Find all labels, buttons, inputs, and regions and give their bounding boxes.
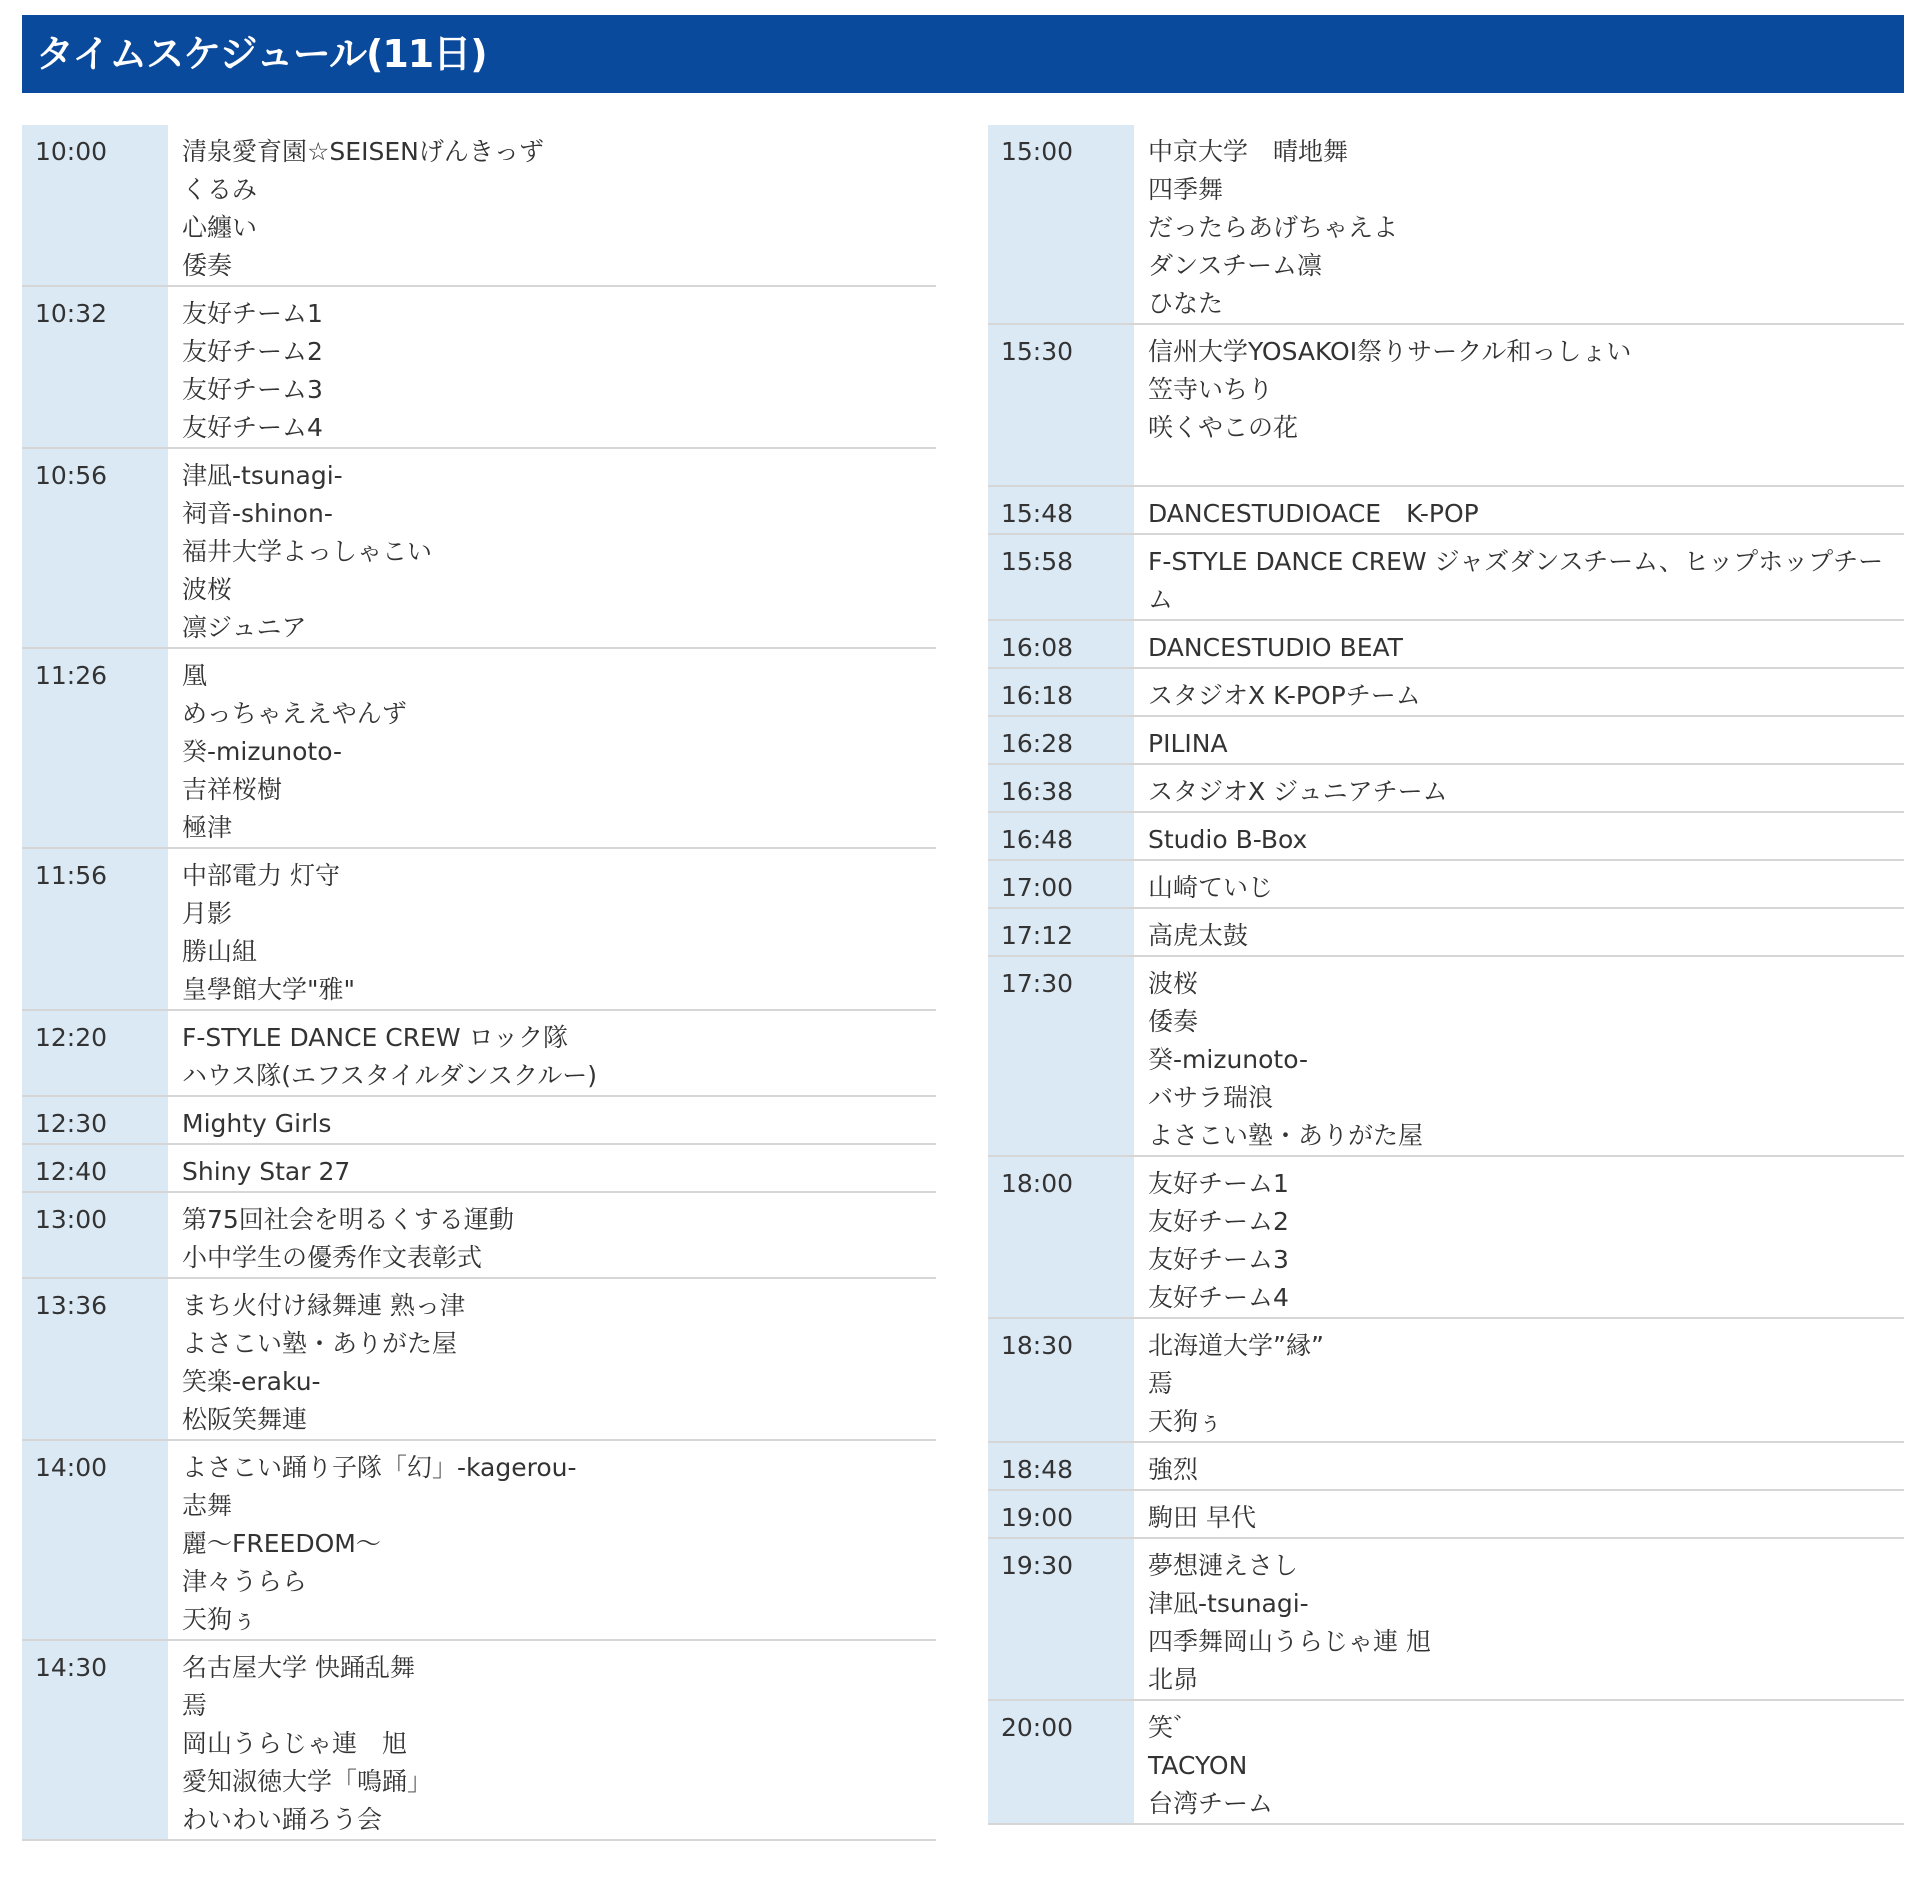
- performer-name: 麗～FREEDOM～: [182, 1529, 381, 1558]
- time-cell: 12:30: [22, 1097, 168, 1143]
- performers-cell: [1134, 813, 1904, 859]
- performers-cell: [1134, 1443, 1904, 1489]
- performer-name: スタジオX ジュニアチーム: [1148, 777, 1448, 806]
- performer-name: 台湾チーム: [1148, 1789, 1274, 1818]
- performer-name: 波桜: [182, 575, 233, 604]
- performer-name: 倭奏: [182, 251, 233, 280]
- time-cell: 18:00: [988, 1157, 1134, 1317]
- performer-name: よさこい塾・ありがた屋: [1148, 1121, 1424, 1150]
- performers-cell: [168, 1193, 936, 1277]
- performer-name: 北海道大学”縁”: [1148, 1331, 1324, 1360]
- performer-name: 津凪-tsunagi-: [182, 461, 343, 490]
- time-cell: 13:00: [22, 1193, 168, 1277]
- time-cell: 16:28: [988, 717, 1134, 763]
- performer-name: 中京大学 晴地舞: [1148, 137, 1349, 166]
- schedule-row: [988, 1539, 1904, 1701]
- performer-name: 第75回社会を明るくする運動: [182, 1205, 514, 1234]
- performer-name: 強烈: [1148, 1455, 1199, 1484]
- performer-name: ひなた: [1148, 289, 1224, 318]
- time-cell: 16:38: [988, 765, 1134, 811]
- schedule-left-column: [22, 125, 936, 1841]
- performers-cell: [1134, 1157, 1904, 1317]
- performer-name: 祠音-shinon-: [182, 499, 333, 528]
- performer-name: 心纏い: [182, 213, 258, 242]
- time-cell: 10:00: [22, 125, 168, 285]
- performer-name: 笠寺いちり: [1148, 375, 1274, 404]
- performers-cell: [168, 1011, 936, 1095]
- time-cell: 17:30: [988, 957, 1134, 1155]
- performer-name: 月影: [182, 899, 233, 928]
- time-cell: 13:36: [22, 1279, 168, 1439]
- performer-name: バサラ瑞浪: [1148, 1083, 1274, 1112]
- performers-cell: [168, 449, 936, 647]
- time-cell: 15:30: [988, 325, 1134, 485]
- schedule-row: [988, 325, 1904, 487]
- schedule-row: [22, 849, 936, 1011]
- time-cell: 15:00: [988, 125, 1134, 323]
- performer-name: Shiny Star 27: [182, 1157, 351, 1186]
- schedule-row: [988, 621, 1904, 669]
- performer-name: 皇學館大学"雅": [182, 975, 355, 1004]
- performer-name: 焉: [182, 1691, 208, 1720]
- schedule-row: [22, 1193, 936, 1279]
- time-cell: 19:30: [988, 1539, 1134, 1699]
- performer-name: 咲くやこの花: [1148, 413, 1299, 442]
- schedule-row: [22, 1641, 936, 1841]
- schedule-row: [22, 449, 936, 649]
- schedule-row: [988, 1701, 1904, 1825]
- performer-name: F-STYLE DANCE CREW ロック隊: [182, 1023, 569, 1052]
- schedule-row: [988, 669, 1904, 717]
- performer-name: 友好チーム2: [182, 337, 323, 366]
- performers-cell: [168, 849, 936, 1009]
- schedule-row: [22, 1145, 936, 1193]
- performer-name: 天狗ぅ: [1148, 1407, 1224, 1436]
- schedule-row: [988, 957, 1904, 1157]
- schedule-row: [988, 1157, 1904, 1319]
- performer-name: 焉: [1148, 1369, 1174, 1398]
- performers-cell: [1134, 125, 1904, 323]
- time-cell: 11:26: [22, 649, 168, 847]
- time-cell: 20:00: [988, 1701, 1134, 1823]
- performer-name: PILINA: [1148, 729, 1228, 758]
- performer-name: 高虎太鼓: [1148, 921, 1249, 950]
- schedule-row: [988, 1443, 1904, 1491]
- performer-name: 吉祥桜樹: [182, 775, 283, 804]
- schedule-row: [988, 1491, 1904, 1539]
- performer-name: [1148, 447, 1894, 485]
- performers-cell: [168, 1279, 936, 1439]
- performers-cell: [1134, 1319, 1904, 1441]
- schedule-row: [22, 1441, 936, 1641]
- time-cell: 12:40: [22, 1145, 168, 1191]
- schedule-row: [22, 125, 936, 287]
- performer-name: 中部電力 灯守: [182, 861, 340, 890]
- time-cell: 19:00: [988, 1491, 1134, 1537]
- time-cell: 15:58: [988, 535, 1134, 619]
- performers-cell: [168, 287, 936, 447]
- time-cell: 18:48: [988, 1443, 1134, 1489]
- time-cell: 14:00: [22, 1441, 168, 1639]
- time-cell: 14:30: [22, 1641, 168, 1839]
- performer-name: まち火付け縁舞連 熟っ津: [182, 1291, 465, 1320]
- performer-name: Studio B-Box: [1148, 825, 1308, 854]
- performer-name: 友好チーム3: [182, 375, 323, 404]
- performer-name: 凰: [182, 661, 208, 690]
- time-cell: 16:18: [988, 669, 1134, 715]
- performer-name: 笑゛: [1148, 1713, 1199, 1742]
- time-cell: 10:56: [22, 449, 168, 647]
- schedule-row: [22, 649, 936, 849]
- schedule-right-column: [988, 125, 1904, 1825]
- performer-name: ダンスチーム凛: [1148, 251, 1323, 280]
- performer-name: 四季舞: [1148, 175, 1224, 204]
- performer-name: わいわい踊ろう会: [182, 1805, 383, 1834]
- schedule-row: [22, 1011, 936, 1097]
- schedule-row: [988, 535, 1904, 621]
- schedule-row: [22, 1097, 936, 1145]
- performers-cell: [1134, 487, 1904, 533]
- performers-cell: [1134, 1701, 1904, 1823]
- performer-name: 小中学生の優秀作文表彰式: [182, 1243, 483, 1272]
- performer-name: 癸-mizunoto-: [182, 737, 343, 766]
- schedule-row: [988, 125, 1904, 325]
- performer-name: 福井大学よっしゃこい: [182, 537, 433, 566]
- performer-name: 信州大学YOSAKOI祭りサークル和っしょい: [1148, 337, 1632, 366]
- performers-cell: [1134, 1491, 1904, 1537]
- time-cell: 18:30: [988, 1319, 1134, 1441]
- performer-name: 北昴: [1148, 1665, 1199, 1694]
- performers-cell: [1134, 1539, 1904, 1699]
- performer-name: F-STYLE DANCE CREW ジャズダンスチーム、ヒップホップチーム: [1148, 547, 1884, 614]
- performer-name: 凛ジュニア: [182, 613, 307, 642]
- time-cell: 12:20: [22, 1011, 168, 1095]
- performers-cell: [168, 1641, 936, 1839]
- performer-name: 友好チーム1: [182, 299, 323, 328]
- performer-name: Mighty Girls: [182, 1109, 332, 1138]
- schedule-row: [22, 1279, 936, 1441]
- performer-name: よさこい塾・ありがた屋: [182, 1329, 458, 1358]
- performer-name: 愛知淑徳大学「鳴踊」: [182, 1767, 433, 1796]
- performers-cell: [1134, 669, 1904, 715]
- performer-name: 癸-mizunoto-: [1148, 1045, 1309, 1074]
- performers-cell: [1134, 535, 1904, 619]
- performer-name: DANCESTUDIOACE K-POP: [1148, 499, 1479, 528]
- performer-name: 清泉愛育園☆SEISENげんきっず: [182, 137, 544, 166]
- time-cell: 16:48: [988, 813, 1134, 859]
- performer-name: 津凪-tsunagi-: [1148, 1589, 1309, 1618]
- schedule-row: [988, 717, 1904, 765]
- performer-name: 勝山組: [182, 937, 258, 966]
- performer-name: 友好チーム1: [1148, 1169, 1289, 1198]
- schedule-row: [988, 813, 1904, 861]
- performer-name: だったらあげちゃえよ: [1148, 213, 1399, 242]
- schedule-row: [22, 287, 936, 449]
- time-cell: 17:12: [988, 909, 1134, 955]
- performer-name: スタジオX K-POPチーム: [1148, 681, 1421, 710]
- performer-name: TACYON: [1148, 1751, 1248, 1780]
- schedule-row: [988, 909, 1904, 957]
- performer-name: 倭奏: [1148, 1007, 1199, 1036]
- performers-cell: [168, 125, 936, 285]
- page-title: タイムスケジュール(11日): [36, 32, 487, 76]
- schedule-header: [22, 15, 1904, 93]
- performers-cell: [168, 649, 936, 847]
- performer-name: 友好チーム4: [182, 413, 323, 442]
- time-cell: 16:08: [988, 621, 1134, 667]
- time-cell: 17:00: [988, 861, 1134, 907]
- performer-name: 駒田 早代: [1148, 1503, 1256, 1532]
- performers-cell: [1134, 621, 1904, 667]
- performers-cell: [1134, 325, 1904, 485]
- performer-name: 夢想漣えさし: [1148, 1551, 1299, 1580]
- performer-name: 四季舞岡山うらじゃ連 旭: [1148, 1627, 1431, 1656]
- performer-name: 友好チーム3: [1148, 1245, 1289, 1274]
- performer-name: 友好チーム4: [1148, 1283, 1289, 1312]
- performer-name: 極津: [182, 813, 233, 842]
- performers-cell: [1134, 957, 1904, 1155]
- performer-name: DANCESTUDIO BEAT: [1148, 633, 1403, 662]
- performers-cell: [168, 1441, 936, 1639]
- performer-name: 岡山うらじゃ連 旭: [182, 1729, 408, 1758]
- performer-name: よさこい踊り子隊「幻」-kagerou-: [182, 1453, 577, 1482]
- time-cell: 11:56: [22, 849, 168, 1009]
- performer-name: ハウス隊(エフスタイルダンスクルー): [182, 1061, 598, 1090]
- performers-cell: [1134, 909, 1904, 955]
- performer-name: 山崎ていじ: [1148, 873, 1274, 902]
- performers-cell: [1134, 717, 1904, 763]
- performer-name: 志舞: [182, 1491, 233, 1520]
- schedule-row: [988, 487, 1904, 535]
- schedule-row: [988, 1319, 1904, 1443]
- performer-name: 笑楽-eraku-: [182, 1367, 321, 1396]
- schedule-row: [988, 765, 1904, 813]
- performers-cell: [1134, 765, 1904, 811]
- time-cell: 10:32: [22, 287, 168, 447]
- performer-name: 天狗ぅ: [182, 1605, 258, 1634]
- performer-name: くるみ: [182, 175, 258, 204]
- performer-name: めっちゃええやんず: [182, 699, 407, 728]
- performers-cell: [1134, 861, 1904, 907]
- performer-name: 名古屋大学 快踊乱舞: [182, 1653, 415, 1682]
- performer-name: 津々うらら: [182, 1567, 308, 1596]
- performer-name: 松阪笑舞連: [182, 1405, 308, 1434]
- performer-name: 波桜: [1148, 969, 1199, 998]
- performer-name: 友好チーム2: [1148, 1207, 1289, 1236]
- time-cell: 15:48: [988, 487, 1134, 533]
- performers-cell: [168, 1145, 936, 1191]
- schedule-row: [988, 861, 1904, 909]
- performers-cell: [168, 1097, 936, 1143]
